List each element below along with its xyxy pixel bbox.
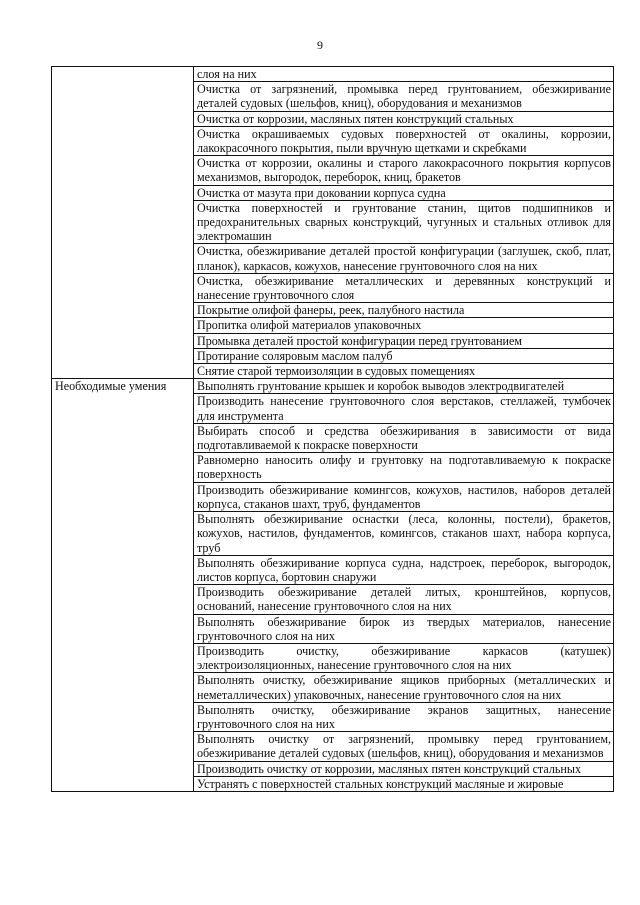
table-cell-item: Снятие старой термоизоляции в судовых помещениях — [194, 364, 614, 379]
table-cell-item: Выполнять грунтование крышек и коробок выводов электродвигателей — [194, 379, 614, 394]
table-cell-item: Выполнять очистку от загрязнений, промывку перед грунтованием, обезжиривание деталей судовых (шельфов, книц), оборудования и механизмов — [194, 732, 614, 761]
table-cell-item: Выполнять очистку, обезжиривание ящиков приборных (металлических и неметаллических) упаковочных, нанесение грунтовочного слоя на них — [194, 673, 614, 702]
table-cell-item: Производить очистку, обезжиривание каркасов (катушек) электроизоляционных, нанесение грунтовочного слоя на них — [194, 643, 614, 672]
table-cell-item: Производить обезжиривание деталей литых, кронштейнов, корпусов, оснований, нанесение грунтовочного слоя на них — [194, 585, 614, 614]
table-cell-item: Очистка поверхностей и грунтование станин, щитов подшипников и предохранительных сварных конструкций, чугунных и стальных отливок для электромашин — [194, 200, 614, 244]
table-cell-item: Очистка, обезжиривание металлических и деревянных конструкций и нанесение грунтовочного слоя — [194, 273, 614, 302]
table-cell-item: Очистка окрашиваемых судовых поверхностей от окалины, коррозии, лакокрасочного покрытия, пыли вручную щетками и скребками — [194, 126, 614, 155]
table-cell-item: Очистка от коррозии, масляных пятен конструкций стальных — [194, 111, 614, 126]
table-cell-item: Производить очистку от коррозии, масляных пятен конструкций стальных — [194, 761, 614, 776]
table-cell-item: Выполнять обезжиривание бирок из твердых материалов, нанесение грунтовочного слоя на них — [194, 614, 614, 643]
table-cell-item: Покрытие олифой фанеры, реек, палубного настила — [194, 303, 614, 318]
page-number: 9 — [317, 38, 323, 52]
table-cell-item: Выполнять обезжиривание оснастки (леса, колонны, постели), бракетов, кожухов, настилов, фундаментов, комингсов, стаканов шахт, набора корпуса, труб — [194, 512, 614, 556]
table-cell-item: Очистка от мазута при доковании корпуса судна — [194, 185, 614, 200]
table-cell-item: Выбирать способ и средства обезжиривания в зависимости от вида подготавливаемой к покраске поверхности — [194, 423, 614, 452]
table-cell-item: Очистка от загрязнений, промывка перед грунтованием, обезжиривание деталей судовых (шельфов, книц), оборудования и механизмов — [194, 82, 614, 111]
table-row — [52, 67, 614, 82]
table-cell-item: Очистка, обезжиривание деталей простой конфигурации (заглушек, скоб, плат, планок), каркасов, кожухов, нанесение грунтовочного слоя на них — [194, 244, 614, 273]
table-cell-item: Очистка от коррозии, окалины и старого лакокрасочного покрытия корпусов механизмов, выгородок, переборок, книц, бракетов — [194, 156, 614, 185]
table-row — [52, 379, 614, 394]
table-cell-item: Производить нанесение грунтовочного слоя верстаков, стеллажей, тумбочек для инструмента — [194, 394, 614, 423]
section-label-cell: Необходимые умения — [52, 379, 194, 792]
section-label-cell — [52, 67, 194, 379]
table-cell-item: Выполнять очистку, обезжиривание экранов защитных, нанесение грунтовочного слоя на них — [194, 702, 614, 731]
competency-table — [51, 66, 614, 792]
table-cell-item: Равномерно наносить олифу и грунтовку на подготавливаемую к покраске поверхность — [194, 453, 614, 482]
table-cell-item: Производить обезжиривание комингсов, кожухов, настилов, наборов деталей корпуса, стаканов шахт, труб, фундаментов — [194, 482, 614, 511]
table-cell-item: Промывка деталей простой конфигурации перед грунтованием — [194, 333, 614, 348]
table-cell-item: Выполнять обезжиривание корпуса судна, надстроек, переборок, выгородок, листов корпуса, бортовин снаружи — [194, 555, 614, 584]
table-cell-item: Протирание соляровым маслом палуб — [194, 348, 614, 363]
table-body — [52, 67, 614, 792]
table-cell-item: Пропитка олифой материалов упаковочных — [194, 318, 614, 333]
table-cell-item: Устранять с поверхностей стальных конструкций масляные и жировые — [194, 776, 614, 791]
table-cell-item: слоя на них — [194, 67, 614, 82]
